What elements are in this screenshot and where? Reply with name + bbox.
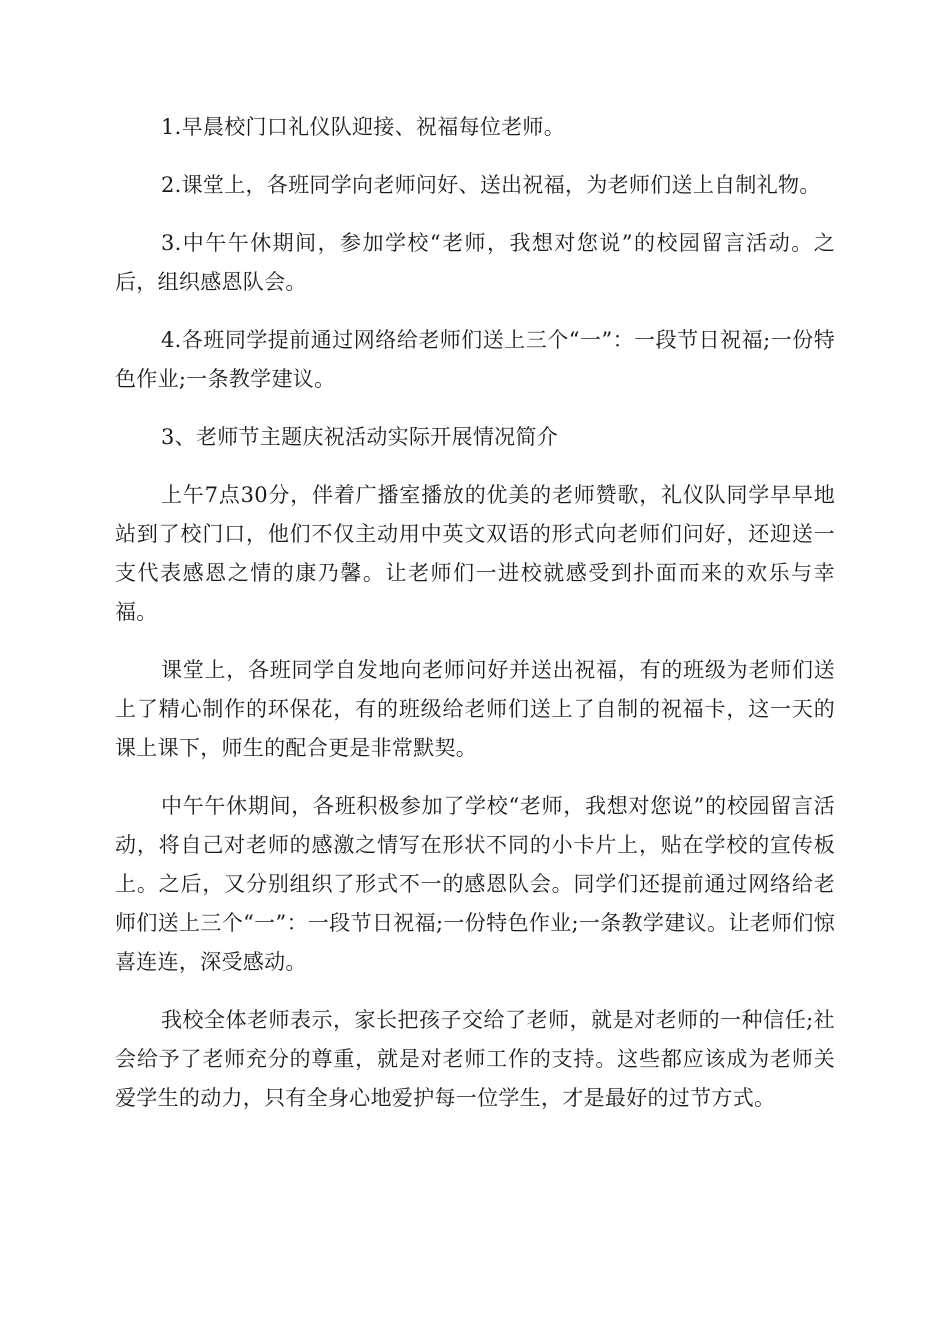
body-paragraph-classroom: 课堂上，各班同学自发地向老师问好并送出祝福，有的班级为老师们送上了精心制作的环保花，有的班级给老师们送上了自制的祝福卡，这一天的课上课下，师生的配合更是非常默契。 [115, 658, 835, 760]
section-heading: 3、老师节主题庆祝活动实际开展情况简介 [161, 425, 559, 449]
document-page [115, 108, 835, 1137]
body-paragraph-morning: 上午7点30分，伴着广播室播放的优美的老师赞歌，礼仪队同学早早地站到了校门口，他们不仅主动用中英文双语的形式向老师们问好，还迎送一支代表感恩之情的康乃馨。让老师们一进校就感受到扑面而来的欢乐与幸福。 [115, 483, 835, 624]
list-item-online-gifts: 4.各班同学提前通过网络给老师们送上三个“一”：一段节日祝福;一份特色作业;一条教学建议。 [115, 328, 835, 391]
list-item-noon-message: 3.中午午休期间，参加学校“老师，我想对您说”的校园留言活动。之后，组织感恩队会。 [115, 231, 835, 294]
list-item-classroom-greeting: 2.课堂上，各班同学向老师问好、送出祝福，为老师们送上自制礼物。 [161, 173, 821, 197]
body-paragraph-conclusion: 我校全体老师表示，家长把孩子交给了老师，就是对老师的一种信任;社会给予了老师充分的尊重，就是对老师工作的支持。这些都应该成为老师关爱学生的动力，只有全身心地爱护每一位学生，才是最好的过节方式。 [115, 1008, 835, 1110]
body-paragraph-noon: 中午午休期间，各班积极参加了学校“老师，我想对您说”的校园留言活动，将自己对老师的感激之情写在形状不同的小卡片上，贴在学校的宣传板上。之后，又分别组织了形式不一的感恩队会。同学们还提前通过网络给老师们送上三个“一”：一段节日祝福;一份特色作业;一条教学建议。让老师们惊喜连连，深受感动。 [115, 794, 835, 974]
list-item-morning-welcome: 1.早晨校门口礼仪队迎接、祝福每位老师。 [161, 115, 566, 139]
